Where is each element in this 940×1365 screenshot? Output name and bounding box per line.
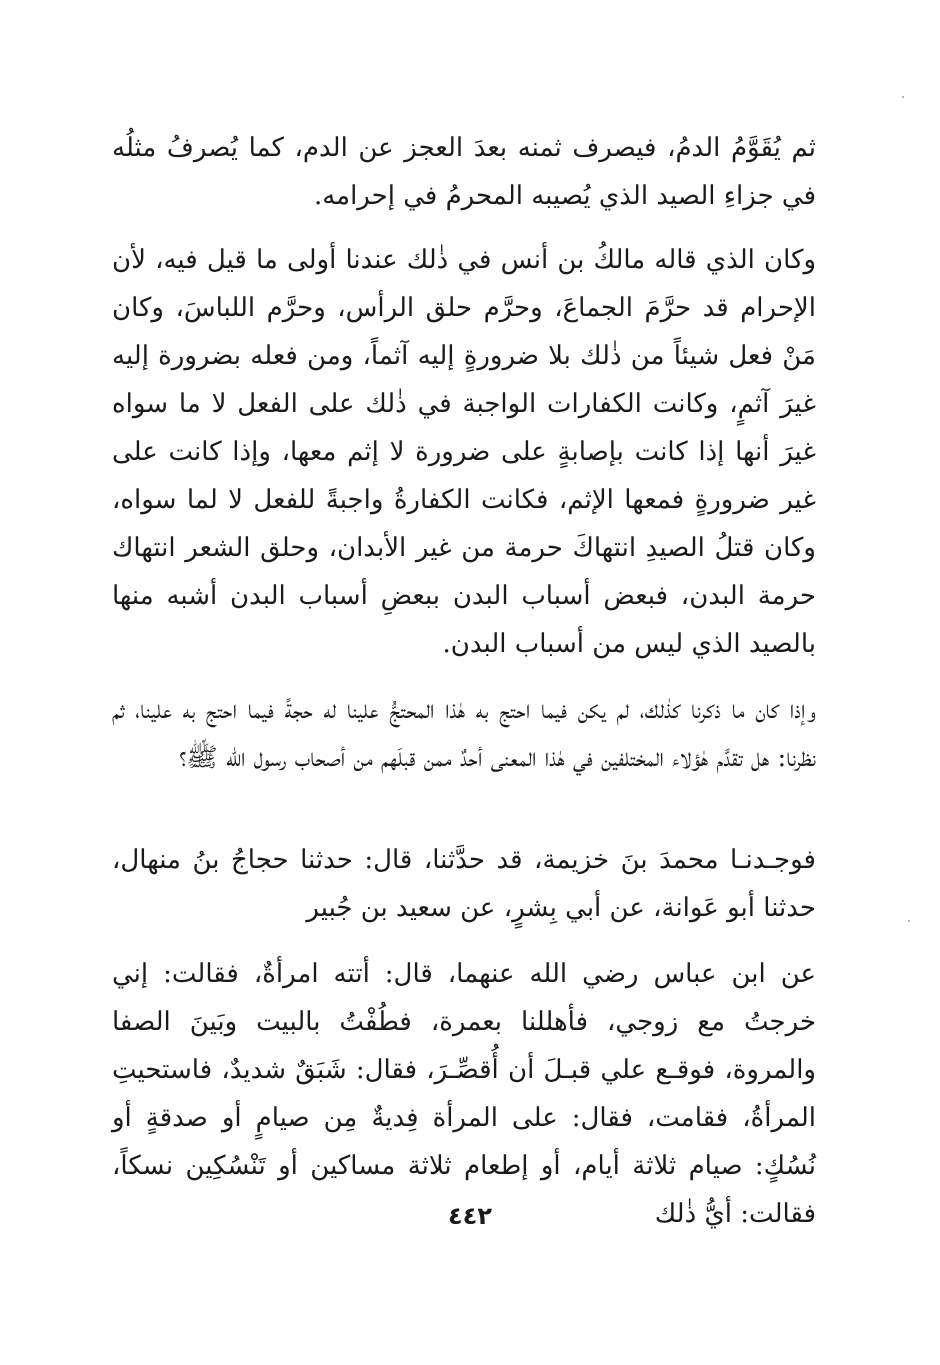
paragraph-text: ثم يُقَوَّمُ الدمُ، فيصرف ثمنه بعدَ العجز عن الدم، كما يُصرفُ مثلُه في جزاءِ الصيد الذي يُصيبه المحرمُ في إحرامه.	[112, 133, 816, 211]
scan-speck	[902, 96, 904, 98]
paragraph-4-isnad	[112, 836, 816, 932]
scan-speck	[908, 920, 910, 922]
paragraph-text: عن ابن عباس رضي الله عنهما، قال: أتته امرأةٌ، فقالت: إني خرجتُ مع زوجي، فأهللنا بعمرة، فطُفْتُ بالبيت وبَينَ الصفا والمروة، فوقـع علي قبـلَ أن أُقصِّـرَ، فقال: شَبَقٌ شديدٌ، فاستحيتِ المرأةُ، فقامت، فقال: على المرأة فِديةٌ مِن صيامٍ أو صدقةٍ أو نُسُكٍ: صيام ثلاثة أيام، أو إطعام ثلاثة مساكين أو تَنْسُكِين نسكاً، فقالت: أيُّ ذٰلك	[112, 959, 816, 1229]
paragraph-3	[112, 686, 816, 782]
paragraph-2	[112, 236, 816, 668]
page-number: ٤٤٢	[448, 1202, 492, 1230]
paragraph-text: وإذا كان ما ذكرنا كذٰلك، لم يكن فيما احتج به هٰذا المحتجُّ علينا له حجةً فيما احتج به علينا، ثم نظرنا: هل تقدَّم هٰؤلاء المختلفين في هٰذا المعنى أحدٌ ممن قبلَهم من أصحاب رسول الله ﷺ؟	[112, 695, 816, 773]
paragraph-text: وكان الذي قاله مالكُ بن أنس في ذٰلك عندنا أولى ما قيل فيه، لأن الإحرام قد حرَّمَ الجماعَ، وحرَّم حلق الرأس، وحرَّم اللباسَ، وكان مَنْ فعل شيئاً من ذٰلك بلا ضرورةٍ إليه آثماً، ومن فعله بضرورة إليه غيرَ آثمٍ، وكانت الكفارات الواجبة في ذٰلك على الفعل لا ما سواه غيرَ أنها إذا كانت بإصابةٍ على ضرورة لا إثم معها، وإذا كانت على غير ضرورةٍ فمعها الإثم، فكانت الكفارةُ واجبةً للفعل لا لما سواه، وكان قتلُ الصيدِ انتهاكَ حرمة من غير الأبدان، وحلق الشعر انتهاك حرمة البدن، فبعض أسباب البدن ببعضِ أسباب البدن أشبه منها بالصيد الذي ليس من أسباب البدن.	[112, 245, 816, 659]
paragraph-5-hadith	[112, 950, 816, 1238]
paragraph-text: فوجـدنـا محمدَ بنَ خزيمة، قد حدَّثنا، قال: حدثنا حجاجُ بنُ منهال، حدثنا أبو عَوانة، عن أبي بِشرٍ، عن سعيد بن جُبير	[112, 845, 816, 923]
paragraph-1	[112, 124, 816, 220]
